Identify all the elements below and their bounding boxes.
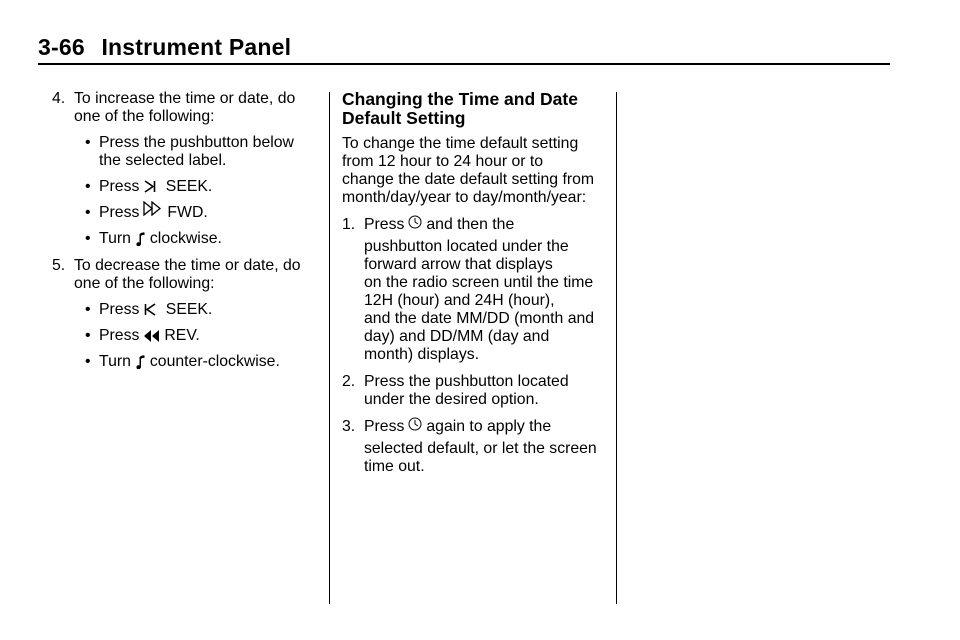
step-text: Press <box>364 418 405 435</box>
column-divider-right <box>616 92 617 604</box>
step-number: 1. <box>342 216 356 233</box>
bullet-text: Turn <box>99 353 131 370</box>
seek-up-icon <box>143 180 157 193</box>
step-text: Press the pushbutton located <box>364 373 569 390</box>
step-5 <box>52 257 322 293</box>
right-column <box>342 90 608 476</box>
clock-icon <box>408 215 422 229</box>
bullet-text: Press <box>99 204 140 221</box>
left-column <box>52 90 322 371</box>
bullet-dot: • <box>85 204 91 221</box>
step-text: again to apply the <box>426 418 552 435</box>
step-text: day) and DD/MM (day and <box>364 328 550 345</box>
bullet-item <box>52 230 322 248</box>
step-text: To increase the time or date, do <box>74 90 296 107</box>
step-text: To decrease the time or date, do <box>74 257 301 274</box>
step-text: 12H (hour) and 24H (hour), <box>364 292 555 309</box>
bullet-item <box>52 204 322 222</box>
clock-icon <box>408 417 422 431</box>
bullet-dot: • <box>85 327 91 344</box>
bullet-dot: • <box>85 353 91 370</box>
step-text: selected default, or let the screen <box>364 440 597 457</box>
step-number: 5. <box>52 257 66 274</box>
bullet-item <box>52 327 322 345</box>
header-rule <box>38 63 890 65</box>
step-text: and then the <box>426 216 515 233</box>
tune-knob-icon <box>135 231 146 247</box>
bullet-text: SEEK. <box>165 178 213 195</box>
step-text: one of the following: <box>74 275 215 292</box>
rewind-icon <box>143 329 160 343</box>
bullet-dot: • <box>85 134 91 151</box>
step-text: under the desired option. <box>364 391 539 408</box>
bullet-dot: • <box>85 178 91 195</box>
step-number: 2. <box>342 373 356 390</box>
bullet-text: Turn <box>99 230 131 247</box>
fast-forward-icon <box>143 201 163 216</box>
tune-knob-icon <box>135 354 146 370</box>
bullet-dot: • <box>85 301 91 318</box>
bullet-text: the selected label. <box>99 152 227 169</box>
bullet-text: Press <box>99 178 140 195</box>
column-divider-left <box>329 92 330 604</box>
bullet-text: counter-clockwise. <box>149 353 280 370</box>
page-number: 3-66 <box>38 34 85 60</box>
bullet-text: clockwise. <box>149 230 222 247</box>
step-2 <box>342 373 608 409</box>
step-first-line <box>364 216 608 234</box>
step-number: 3. <box>342 418 356 435</box>
step-first-line <box>364 418 608 436</box>
bullet-text: FWD. <box>167 204 208 221</box>
bullet-item <box>52 134 322 170</box>
header-title <box>38 34 291 61</box>
bullet-dot: • <box>85 230 91 247</box>
step-text: and the date MM/DD (month and <box>364 310 595 327</box>
bullet-text: Press <box>99 301 140 318</box>
step-text: on the radio screen until the time <box>364 274 594 291</box>
bullet-text: REV. <box>164 327 200 344</box>
intro-line: from 12 hour to 24 hour or to <box>342 153 544 170</box>
heading-line: Default Setting <box>342 108 466 128</box>
intro-line: To change the time default setting <box>342 135 579 152</box>
heading-line: Changing the Time and Date <box>342 89 578 109</box>
intro-line: change the date default setting from <box>342 171 595 188</box>
section-heading <box>342 90 608 128</box>
step-number: 4. <box>52 90 66 107</box>
seek-down-icon <box>143 303 157 316</box>
bullet-text: Press <box>99 327 140 344</box>
bullet-text: Press the pushbutton below <box>99 134 294 151</box>
step-3 <box>342 418 608 476</box>
step-text: time out. <box>364 458 425 475</box>
bullet-item <box>52 353 322 371</box>
page-header <box>38 30 890 70</box>
step-text: month) displays. <box>364 346 480 363</box>
step-text: Press <box>364 216 405 233</box>
step-1 <box>342 216 608 364</box>
bullet-text: SEEK. <box>165 301 213 318</box>
step-4 <box>52 90 322 126</box>
intro-line: month/day/year to day/month/year: <box>342 189 587 206</box>
bullet-item <box>52 178 322 196</box>
section-title: Instrument Panel <box>101 34 292 60</box>
step-text: forward arrow that displays <box>364 256 553 273</box>
intro-paragraph <box>342 135 608 207</box>
step-text: one of the following: <box>74 108 215 125</box>
step-text: pushbutton located under the <box>364 238 569 255</box>
bullet-item <box>52 301 322 319</box>
